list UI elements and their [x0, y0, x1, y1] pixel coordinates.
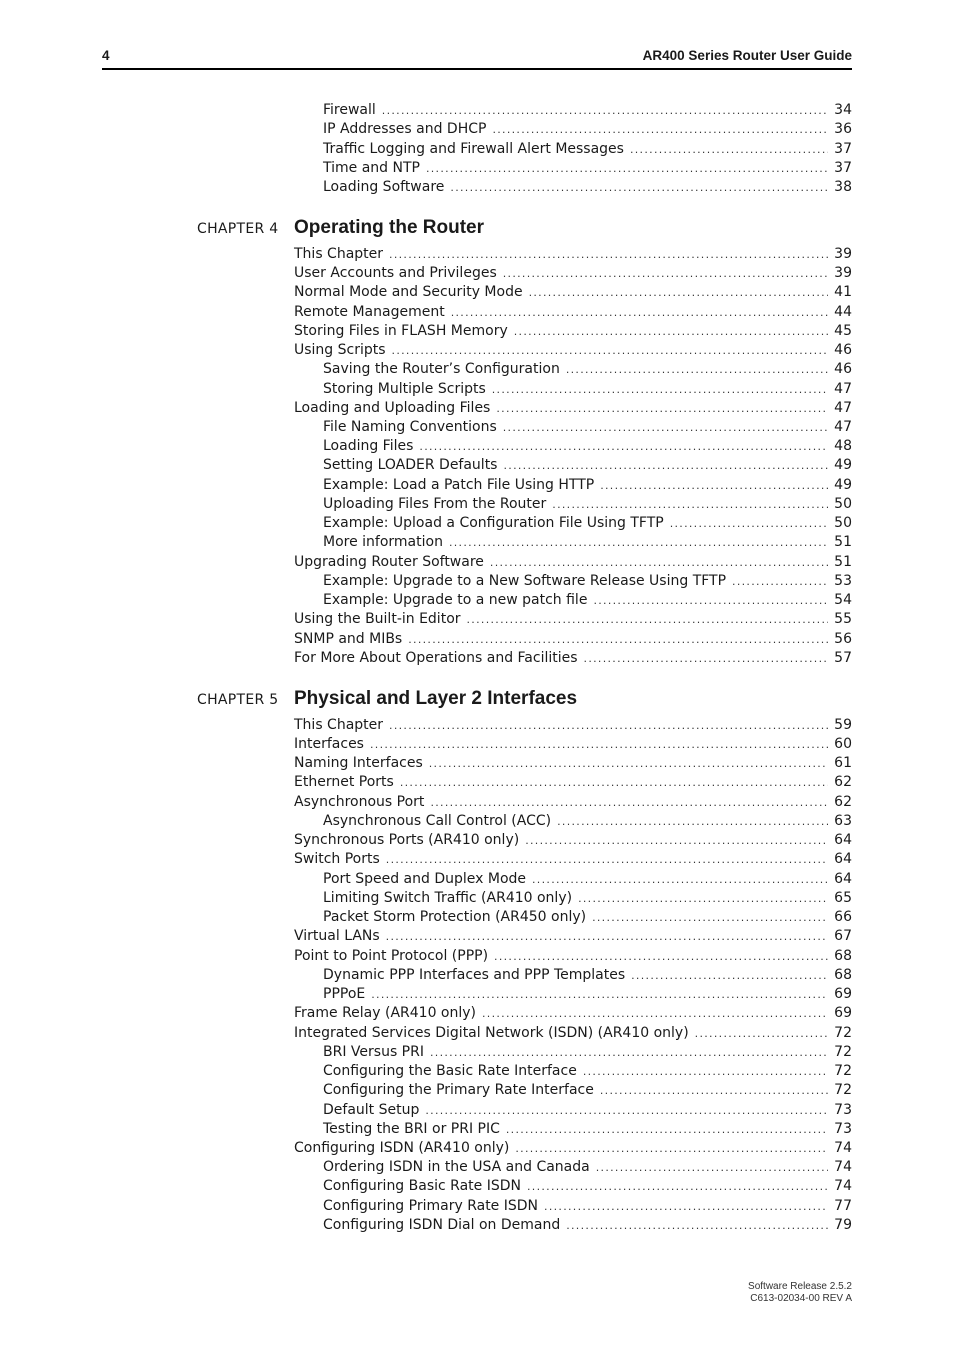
toc-entry[interactable] [323, 178, 852, 197]
dot-leader [525, 831, 828, 850]
dot-leader [419, 437, 828, 456]
toc-entry-label: More information [323, 534, 443, 550]
toc-entry[interactable] [294, 341, 852, 360]
toc-entry[interactable] [323, 812, 852, 831]
dot-leader [566, 1216, 828, 1235]
toc-entry-label: Configuring ISDN Dial on Demand [323, 1217, 561, 1233]
toc-entry-label: Default Setup [323, 1102, 420, 1118]
dot-leader [503, 456, 828, 475]
dot-leader [467, 610, 829, 629]
toc-entry-label: IP Addresses and DHCP [323, 121, 487, 137]
toc-entry-page: 51 [834, 554, 852, 570]
toc-entry[interactable] [323, 533, 852, 552]
toc-entry-label: Normal Mode and Security Mode [294, 284, 523, 300]
software-release: Software Release 2.5.2 [748, 1281, 852, 1292]
toc-entry-label: Remote Management [294, 304, 445, 320]
toc-entry[interactable] [323, 1197, 852, 1216]
toc-entry-page: 47 [834, 419, 852, 435]
dot-leader [631, 966, 828, 985]
toc-entry-label: This Chapter [294, 246, 384, 262]
toc-entry-label: Loading and Uploading Files [294, 400, 491, 416]
running-header [102, 48, 852, 70]
dot-leader [503, 418, 828, 437]
toc-entry-page: 38 [834, 179, 852, 195]
guide-title: AR400 Series Router User Guide [642, 48, 852, 63]
toc-entry-label: Using the Built-in Editor [294, 611, 461, 627]
toc-entry-page: 67 [834, 928, 852, 944]
toc-entry[interactable] [294, 754, 852, 773]
toc-entry-label: Frame Relay (AR410 only) [294, 1005, 476, 1021]
toc-entry-label: Example: Load a Patch File Using HTTP [323, 477, 595, 493]
toc-entry-label: Asynchronous Call Control (ACC) [323, 813, 552, 829]
dot-leader [450, 178, 828, 197]
toc-entry-page: 74 [834, 1140, 852, 1156]
dot-leader [386, 850, 828, 869]
toc-entry[interactable] [323, 985, 852, 1004]
toc-entry-label: BRI Versus PRI [323, 1044, 424, 1060]
toc-entry-label: Setting LOADER Defaults [323, 457, 498, 473]
toc-entry-label: Naming Interfaces [294, 755, 423, 771]
toc-entry-label: Example: Upgrade to a New Software Release Using TFTP [323, 573, 727, 589]
toc-entry-page: 72 [834, 1063, 852, 1079]
toc-entry[interactable] [294, 735, 852, 754]
toc-entry[interactable] [323, 456, 852, 475]
toc-entry[interactable] [294, 264, 852, 283]
toc-entry-label: User Accounts and Privileges [294, 265, 497, 281]
toc-entry[interactable] [294, 303, 852, 322]
toc-entry[interactable] [323, 966, 852, 985]
toc-entry-label: Using Scripts [294, 342, 386, 358]
dot-leader [578, 889, 828, 908]
toc-entry-page: 79 [834, 1217, 852, 1233]
toc-entry-page: 62 [834, 794, 852, 810]
toc-entry[interactable] [294, 773, 852, 792]
toc-entry-page: 41 [834, 284, 852, 300]
toc-entry-label: Packet Storm Protection (AR450 only) [323, 909, 587, 925]
document-number: C613-02034-00 REV A [750, 1293, 852, 1304]
toc-entry[interactable] [294, 1139, 852, 1158]
toc-entry-page: 37 [834, 160, 852, 176]
toc-entry-page: 47 [834, 381, 852, 397]
toc-entry-page: 34 [834, 102, 852, 118]
toc-entry-page: 47 [834, 400, 852, 416]
dot-leader [670, 514, 828, 533]
dot-leader [695, 1024, 829, 1043]
toc-entry-page: 50 [834, 496, 852, 512]
toc-entry-label: Saving the Router’s Configuration [323, 361, 560, 377]
toc-entry[interactable] [294, 716, 852, 735]
dot-leader [451, 303, 828, 322]
toc-entry-page: 72 [834, 1025, 852, 1041]
toc-entry[interactable] [294, 322, 852, 341]
toc-entry[interactable] [323, 120, 852, 139]
toc-entry-page: 39 [834, 265, 852, 281]
toc-entry-label: Interfaces [294, 736, 364, 752]
toc-entry-page: 55 [834, 611, 852, 627]
toc-entry[interactable] [323, 476, 852, 495]
dot-leader [514, 322, 828, 341]
toc-entry-page: 68 [834, 967, 852, 983]
dot-leader [492, 120, 828, 139]
toc-entry[interactable] [294, 553, 852, 572]
toc-entry-label: Example: Upload a Configuration File Using TFTP [323, 515, 664, 531]
toc-entry-page: 48 [834, 438, 852, 454]
dot-leader [389, 245, 828, 264]
toc-entry[interactable] [294, 649, 852, 668]
toc-entry-label: Asynchronous Port [294, 794, 425, 810]
toc-entry[interactable] [323, 1043, 852, 1062]
toc-entry[interactable] [294, 283, 852, 302]
toc-entry-label: Storing Files in FLASH Memory [294, 323, 508, 339]
dot-leader [527, 1177, 828, 1196]
toc-entry-page: 51 [834, 534, 852, 550]
dot-leader [430, 793, 828, 812]
dot-leader [386, 927, 829, 946]
toc-entry[interactable] [294, 793, 852, 812]
toc-entry-label: Upgrading Router Software [294, 554, 484, 570]
toc-entry[interactable] [323, 1062, 852, 1081]
toc-entry[interactable] [323, 572, 852, 591]
toc-entry[interactable] [323, 1081, 852, 1100]
toc-entry[interactable] [323, 1101, 852, 1120]
toc-entry[interactable] [294, 245, 852, 264]
toc-entry-page: 56 [834, 631, 852, 647]
dot-leader [426, 159, 828, 178]
toc-entry-label: Loading Software [323, 179, 445, 195]
dot-leader [496, 399, 828, 418]
toc-entry[interactable] [323, 1158, 852, 1177]
toc-entry-page: 74 [834, 1178, 852, 1194]
dot-leader [529, 283, 829, 302]
toc-entry[interactable] [323, 101, 852, 120]
page-footer [748, 1281, 852, 1305]
toc-entry-label: Testing the BRI or PRI PIC [323, 1121, 500, 1137]
dot-leader [515, 1139, 828, 1158]
toc-entry-page: 59 [834, 717, 852, 733]
toc-entry-page: 77 [834, 1198, 852, 1214]
dot-leader [596, 1158, 828, 1177]
toc-entry-label: Storing Multiple Scripts [323, 381, 486, 397]
dot-leader [600, 1081, 828, 1100]
toc-entry-page: 69 [834, 986, 852, 1002]
toc-entry-page: 64 [834, 871, 852, 887]
toc-entry-label: SNMP and MIBs [294, 631, 403, 647]
dot-leader [490, 553, 828, 572]
dot-leader [408, 630, 828, 649]
toc-entry-page: 60 [834, 736, 852, 752]
dot-leader [552, 495, 828, 514]
dot-leader [449, 533, 828, 552]
toc-entry-label: Integrated Services Digital Network (ISDN) (AR410 only) [294, 1025, 689, 1041]
dot-leader [630, 140, 828, 159]
toc-entry[interactable] [294, 927, 852, 946]
chapter-label: CHAPTER 4 [197, 221, 279, 237]
toc-entry-label: File Naming Conventions [323, 419, 497, 435]
toc-entry-label: Configuring Basic Rate ISDN [323, 1178, 521, 1194]
toc-entry-page: 74 [834, 1159, 852, 1175]
dot-leader [494, 947, 828, 966]
toc-entry[interactable] [323, 1177, 852, 1196]
toc-entry-label: Configuring ISDN (AR410 only) [294, 1140, 510, 1156]
dot-leader [584, 649, 829, 668]
toc-entry-page: 68 [834, 948, 852, 964]
dot-leader [392, 341, 829, 360]
toc-entry[interactable] [294, 947, 852, 966]
toc-entry-page: 73 [834, 1102, 852, 1118]
toc-entry-label: Loading Files [323, 438, 414, 454]
dot-leader [557, 812, 828, 831]
toc-entry-label: PPPoE [323, 986, 366, 1002]
toc-entry-page: 69 [834, 1005, 852, 1021]
dot-leader [429, 754, 828, 773]
dot-leader [583, 1062, 828, 1081]
toc-entry-page: 63 [834, 813, 852, 829]
toc-entry-page: 53 [834, 573, 852, 589]
dot-leader [593, 591, 828, 610]
toc-entry[interactable] [323, 360, 852, 379]
toc-entry[interactable] [323, 1120, 852, 1139]
dot-leader [389, 716, 828, 735]
toc-entry-page: 61 [834, 755, 852, 771]
toc-entry-label: This Chapter [294, 717, 384, 733]
toc-entry[interactable] [323, 418, 852, 437]
dot-leader [732, 572, 828, 591]
dot-leader [370, 735, 828, 754]
toc-entry-page: 73 [834, 1121, 852, 1137]
toc-entry-label: Ethernet Ports [294, 774, 394, 790]
toc-entry-label: Example: Upgrade to a new patch file [323, 592, 588, 608]
toc-entry-page: 45 [834, 323, 852, 339]
toc-entry-label: Point to Point Protocol (PPP) [294, 948, 489, 964]
toc-entry-page: 36 [834, 121, 852, 137]
dot-leader [506, 1120, 828, 1139]
dot-leader [430, 1043, 828, 1062]
toc-entry-page: 39 [834, 246, 852, 262]
toc-entry-page: 64 [834, 832, 852, 848]
toc-entry-label: Configuring the Primary Rate Interface [323, 1082, 594, 1098]
dot-leader [566, 360, 828, 379]
chapter-title[interactable]: Physical and Layer 2 Interfaces [294, 688, 578, 709]
dot-leader [492, 380, 828, 399]
toc-entry[interactable] [323, 495, 852, 514]
toc-entry-label: Configuring Primary Rate ISDN [323, 1198, 539, 1214]
toc-entry[interactable] [323, 514, 852, 533]
dot-leader [425, 1101, 828, 1120]
toc-entry[interactable] [323, 889, 852, 908]
toc-entry-label: For More About Operations and Facilities [294, 650, 578, 666]
toc-entry-page: 49 [834, 477, 852, 493]
toc-entry-label: Virtual LANs [294, 928, 380, 944]
toc-entry[interactable] [294, 630, 852, 649]
toc-entry-label: Synchronous Ports (AR410 only) [294, 832, 520, 848]
dot-leader [592, 908, 828, 927]
toc-entry[interactable] [294, 399, 852, 418]
toc-entry-page: 54 [834, 592, 852, 608]
dot-leader [382, 101, 828, 120]
dot-leader [532, 870, 828, 889]
dot-leader [400, 773, 828, 792]
toc-entry[interactable] [323, 908, 852, 927]
toc-entry-page: 72 [834, 1044, 852, 1060]
toc-entry-page: 49 [834, 457, 852, 473]
toc-entry-page: 62 [834, 774, 852, 790]
toc-entry[interactable] [294, 610, 852, 629]
toc-entry-page: 46 [834, 361, 852, 377]
toc-entry[interactable] [323, 380, 852, 399]
toc-entry-page: 57 [834, 650, 852, 666]
dot-leader [503, 264, 828, 283]
toc-entry[interactable] [323, 437, 852, 456]
toc-entry-label: Port Speed and Duplex Mode [323, 871, 527, 887]
toc-entry-label: Firewall [323, 102, 376, 118]
dot-leader [600, 476, 828, 495]
toc-entry-page: 64 [834, 851, 852, 867]
toc-entry-label: Time and NTP [323, 160, 420, 176]
toc-entry[interactable] [323, 1216, 852, 1235]
toc-entry-page: 37 [834, 141, 852, 157]
chapter-label: CHAPTER 5 [197, 692, 279, 708]
toc-entry-label: Ordering ISDN in the USA and Canada [323, 1159, 590, 1175]
toc-entry-page: 46 [834, 342, 852, 358]
toc-entry-label: Dynamic PPP Interfaces and PPP Templates [323, 967, 626, 983]
toc-entry-page: 72 [834, 1082, 852, 1098]
toc-entry[interactable] [323, 591, 852, 610]
toc-entry-label: Traffic Logging and Firewall Alert Messages [323, 141, 624, 157]
toc-entry-label: Uploading Files From the Router [323, 496, 547, 512]
toc-entry[interactable] [294, 831, 852, 850]
toc-entry[interactable] [294, 1024, 852, 1043]
page-number: 4 [102, 48, 110, 63]
toc-entry[interactable] [323, 870, 852, 889]
toc-entry-label: Switch Ports [294, 851, 380, 867]
toc-entry[interactable] [294, 1004, 852, 1023]
toc-entry-label: Configuring the Basic Rate Interface [323, 1063, 577, 1079]
dot-leader [544, 1197, 828, 1216]
toc-entry-page: 44 [834, 304, 852, 320]
chapter-title[interactable]: Operating the Router [294, 217, 485, 238]
toc-entry-page: 66 [834, 909, 852, 925]
toc-entry[interactable] [323, 140, 852, 159]
toc-entry-page: 65 [834, 890, 852, 906]
toc-entry-page: 50 [834, 515, 852, 531]
dot-leader [371, 985, 828, 1004]
toc-entry-label: Limiting Switch Traffic (AR410 only) [323, 890, 573, 906]
toc-entry[interactable] [294, 850, 852, 869]
toc-entry[interactable] [323, 159, 852, 178]
dot-leader [482, 1004, 828, 1023]
